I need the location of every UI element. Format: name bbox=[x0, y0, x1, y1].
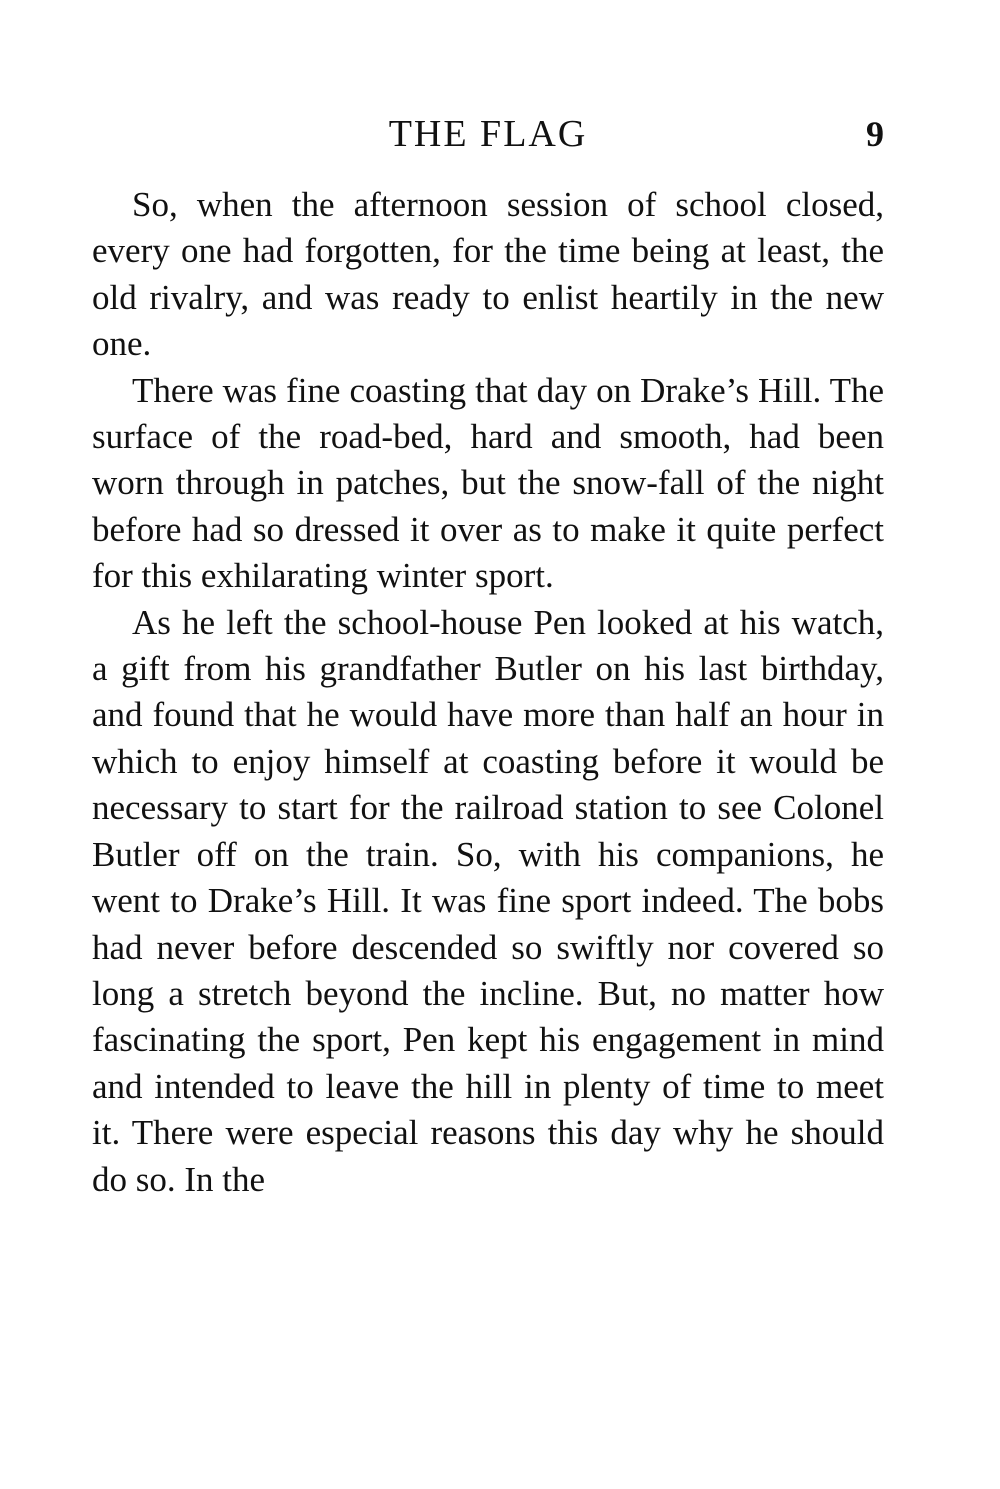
paragraph-1: So, when the afternoon session of school closed, every one had forgotten, for the time being at least, the old rivalry, and was ready to enlist heartily in the new one. bbox=[92, 185, 884, 364]
page-number: 9 bbox=[866, 114, 884, 154]
paragraph-2: There was fine coasting that day on Drake’s Hill. The surface of the road-bed, hard and smooth, had been worn through in patches, but the snow-fall of the night before had so dressed it over as to make it quite perfect for this exhilarating winter sport. bbox=[92, 370, 884, 596]
paragraph-3: As he left the school-house Pen looked at his watch, a gift from his grandfather Butler on his last birthday, and found that he would have more than half an hour in which to enjoy himself at coasting before it would be necessary to start for the railroad station to see Colonel Butler off on the train. So, with his companions, he went to Drake’s Hill. It was fine sport indeed. The bobs had never before descended so swiftly nor covered so long a stretch beyond the incline. But, no matter how fascinating the sport, Pen kept his engagement in mind and intended to leave the hill in plenty of time to meet it. There were especial reasons this day why he should do so. In the bbox=[92, 602, 884, 1199]
body-text bbox=[92, 182, 884, 1203]
running-title: THE FLAG bbox=[388, 113, 588, 155]
running-header bbox=[92, 108, 884, 160]
